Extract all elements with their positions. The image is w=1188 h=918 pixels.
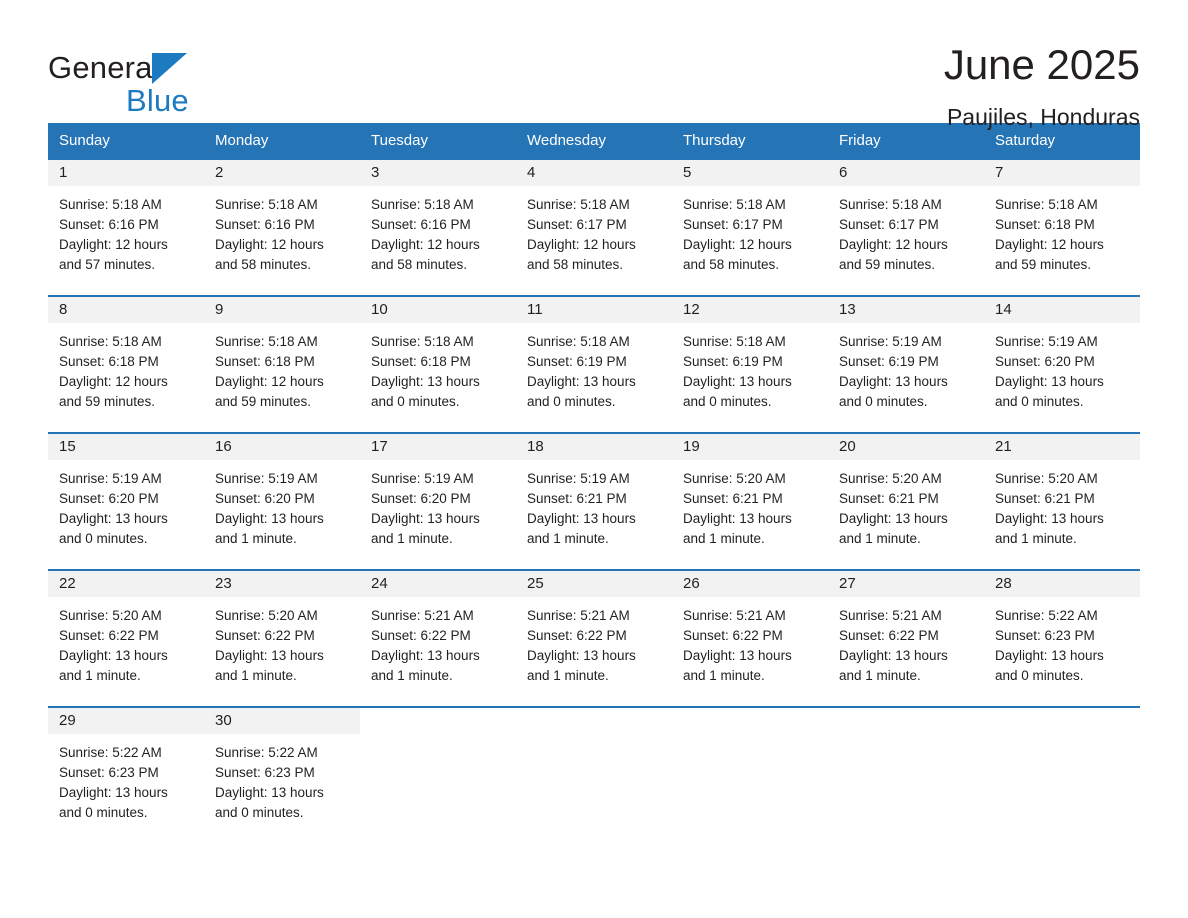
day-details <box>516 323 672 412</box>
day-details <box>204 460 360 549</box>
day-number: 7 <box>995 164 1004 181</box>
calendar-day-cell[interactable] <box>828 296 984 433</box>
calendar-day-cell[interactable] <box>672 570 828 707</box>
day-details <box>672 186 828 275</box>
daylight-text-line2: and 58 minutes. <box>215 257 312 272</box>
day-number: 12 <box>683 301 700 318</box>
day-number-band <box>984 434 1140 460</box>
day-number-band <box>672 160 828 186</box>
calendar-cell-empty <box>516 707 672 843</box>
triangle-flag-icon <box>152 53 187 84</box>
day-number-band <box>672 297 828 323</box>
sunrise-text: Sunrise: 5:19 AM <box>215 471 318 486</box>
day-details <box>360 323 516 412</box>
day-number-band <box>360 571 516 597</box>
daylight-text-line2: and 1 minute. <box>215 531 297 546</box>
daylight-text-line2: and 59 minutes. <box>839 257 936 272</box>
daylight-text-line1: Daylight: 13 hours <box>527 511 636 526</box>
calendar-week-row <box>48 433 1140 570</box>
day-details <box>204 597 360 686</box>
sunset-text: Sunset: 6:22 PM <box>527 628 627 643</box>
sunrise-text: Sunrise: 5:22 AM <box>995 608 1098 623</box>
day-number: 26 <box>683 575 700 592</box>
daylight-text-line2: and 1 minute. <box>215 668 297 683</box>
calendar-day-cell[interactable] <box>984 570 1140 707</box>
daylight-text-line2: and 58 minutes. <box>371 257 468 272</box>
sunrise-text: Sunrise: 5:18 AM <box>215 197 318 212</box>
day-number: 24 <box>371 575 388 592</box>
weekday-header-tuesday: Tuesday <box>360 123 516 159</box>
calendar-week-row <box>48 296 1140 433</box>
sunset-text: Sunset: 6:23 PM <box>59 765 159 780</box>
sunrise-text: Sunrise: 5:19 AM <box>995 334 1098 349</box>
daylight-text-line2: and 0 minutes. <box>995 668 1084 683</box>
daylight-text-line1: Daylight: 13 hours <box>215 785 324 800</box>
sunset-text: Sunset: 6:18 PM <box>995 217 1095 232</box>
day-number: 6 <box>839 164 848 181</box>
sunrise-text: Sunrise: 5:19 AM <box>371 471 474 486</box>
day-number-band <box>828 297 984 323</box>
daylight-text-line2: and 59 minutes. <box>59 394 156 409</box>
daylight-text-line1: Daylight: 13 hours <box>215 511 324 526</box>
calendar-week-row <box>48 570 1140 707</box>
calendar-body <box>48 159 1140 843</box>
sunset-text: Sunset: 6:21 PM <box>527 491 627 506</box>
sunset-text: Sunset: 6:17 PM <box>839 217 939 232</box>
daylight-text-line2: and 1 minute. <box>527 531 609 546</box>
daylight-text-line2: and 0 minutes. <box>371 394 460 409</box>
day-details <box>672 460 828 549</box>
daylight-text-line1: Daylight: 13 hours <box>995 648 1104 663</box>
day-details <box>828 186 984 275</box>
calendar-day-cell[interactable] <box>516 570 672 707</box>
calendar-day-cell[interactable] <box>204 296 360 433</box>
sunset-text: Sunset: 6:20 PM <box>59 491 159 506</box>
daylight-text-line2: and 1 minute. <box>59 668 141 683</box>
sunset-text: Sunset: 6:16 PM <box>59 217 159 232</box>
daylight-text-line1: Daylight: 13 hours <box>59 648 168 663</box>
daylight-text-line1: Daylight: 13 hours <box>371 374 480 389</box>
sunset-text: Sunset: 6:19 PM <box>683 354 783 369</box>
sunrise-text: Sunrise: 5:21 AM <box>527 608 630 623</box>
daylight-text-line2: and 0 minutes. <box>527 394 616 409</box>
day-number: 25 <box>527 575 544 592</box>
daylight-text-line1: Daylight: 13 hours <box>683 648 792 663</box>
calendar-day-cell[interactable] <box>516 159 672 296</box>
sunrise-text: Sunrise: 5:18 AM <box>839 197 942 212</box>
sunset-text: Sunset: 6:21 PM <box>995 491 1095 506</box>
day-number-band <box>828 160 984 186</box>
weekday-header-wednesday: Wednesday <box>516 123 672 159</box>
daylight-text-line1: Daylight: 12 hours <box>527 237 636 252</box>
daylight-text-line2: and 1 minute. <box>683 531 765 546</box>
page-title: June 2025 <box>943 41 1140 88</box>
sunrise-text: Sunrise: 5:18 AM <box>683 334 786 349</box>
daylight-text-line2: and 59 minutes. <box>995 257 1092 272</box>
daylight-text-line1: Daylight: 12 hours <box>839 237 948 252</box>
day-details <box>360 186 516 275</box>
sunrise-text: Sunrise: 5:20 AM <box>215 608 318 623</box>
daylight-text-line1: Daylight: 13 hours <box>839 511 948 526</box>
calendar-day-cell[interactable] <box>48 159 204 296</box>
day-number: 5 <box>683 164 692 181</box>
day-number-band <box>48 434 204 460</box>
calendar-day-cell[interactable] <box>984 159 1140 296</box>
calendar-day-cell[interactable] <box>672 296 828 433</box>
day-details <box>48 597 204 686</box>
weekday-header-thursday: Thursday <box>672 123 828 159</box>
day-number: 23 <box>215 575 232 592</box>
daylight-text-line1: Daylight: 13 hours <box>839 374 948 389</box>
weekday-header-saturday: Saturday <box>984 123 1140 159</box>
daylight-text-line2: and 0 minutes. <box>995 394 1084 409</box>
daylight-text-line2: and 1 minute. <box>839 531 921 546</box>
calendar-cell-empty <box>672 707 828 843</box>
day-number-band <box>672 434 828 460</box>
sunset-text: Sunset: 6:18 PM <box>59 354 159 369</box>
calendar-day-cell[interactable] <box>48 296 204 433</box>
daylight-text-line2: and 0 minutes. <box>59 805 148 820</box>
calendar-day-cell[interactable] <box>48 433 204 570</box>
sunrise-text: Sunrise: 5:20 AM <box>683 471 786 486</box>
calendar-day-cell[interactable] <box>360 570 516 707</box>
day-details <box>984 186 1140 275</box>
daylight-text-line2: and 59 minutes. <box>215 394 312 409</box>
daylight-text-line2: and 58 minutes. <box>683 257 780 272</box>
day-number: 10 <box>371 301 388 318</box>
day-number: 22 <box>59 575 76 592</box>
day-number: 15 <box>59 438 76 455</box>
daylight-text-line1: Daylight: 13 hours <box>527 648 636 663</box>
daylight-text-line2: and 1 minute. <box>371 531 453 546</box>
daylight-text-line1: Daylight: 13 hours <box>215 648 324 663</box>
day-number-band <box>360 297 516 323</box>
day-number-band <box>48 708 204 734</box>
day-number: 19 <box>683 438 700 455</box>
day-details <box>828 323 984 412</box>
sunset-text: Sunset: 6:18 PM <box>215 354 315 369</box>
day-number-band <box>516 571 672 597</box>
day-details <box>48 734 204 823</box>
sunset-text: Sunset: 6:17 PM <box>527 217 627 232</box>
daylight-text-line1: Daylight: 13 hours <box>839 648 948 663</box>
day-number: 3 <box>371 164 380 181</box>
calendar-day-cell[interactable] <box>516 296 672 433</box>
sunset-text: Sunset: 6:17 PM <box>683 217 783 232</box>
calendar-week-row <box>48 707 1140 843</box>
day-number: 2 <box>215 164 224 181</box>
day-details <box>48 323 204 412</box>
sunrise-text: Sunrise: 5:22 AM <box>215 745 318 760</box>
daylight-text-line2: and 57 minutes. <box>59 257 156 272</box>
day-number: 4 <box>527 164 536 181</box>
sunset-text: Sunset: 6:22 PM <box>371 628 471 643</box>
sunrise-text: Sunrise: 5:20 AM <box>839 471 942 486</box>
sunset-text: Sunset: 6:20 PM <box>371 491 471 506</box>
daylight-text-line1: Daylight: 13 hours <box>59 785 168 800</box>
sunrise-text: Sunrise: 5:18 AM <box>59 334 162 349</box>
daylight-text-line1: Daylight: 12 hours <box>683 237 792 252</box>
daylight-text-line2: and 0 minutes. <box>839 394 928 409</box>
sunrise-text: Sunrise: 5:20 AM <box>59 608 162 623</box>
sunset-text: Sunset: 6:20 PM <box>215 491 315 506</box>
sunset-text: Sunset: 6:22 PM <box>683 628 783 643</box>
day-number: 20 <box>839 438 856 455</box>
day-number: 13 <box>839 301 856 318</box>
day-number-band <box>48 160 204 186</box>
day-details <box>828 597 984 686</box>
daylight-text-line1: Daylight: 12 hours <box>371 237 480 252</box>
day-number: 17 <box>371 438 388 455</box>
daylight-text-line2: and 58 minutes. <box>527 257 624 272</box>
day-details <box>204 734 360 823</box>
day-number-band <box>828 434 984 460</box>
sunrise-text: Sunrise: 5:18 AM <box>371 334 474 349</box>
day-number: 28 <box>995 575 1012 592</box>
daylight-text-line2: and 1 minute. <box>995 531 1077 546</box>
daylight-text-line2: and 1 minute. <box>839 668 921 683</box>
calendar-day-cell[interactable] <box>204 707 360 843</box>
daylight-text-line2: and 1 minute. <box>371 668 453 683</box>
day-number: 9 <box>215 301 224 318</box>
calendar-table <box>48 123 1140 843</box>
day-details <box>48 186 204 275</box>
sunrise-text: Sunrise: 5:21 AM <box>683 608 786 623</box>
day-number-band <box>516 297 672 323</box>
sunset-text: Sunset: 6:21 PM <box>683 491 783 506</box>
sunrise-text: Sunrise: 5:19 AM <box>839 334 942 349</box>
page-header <box>48 0 1140 130</box>
day-number: 14 <box>995 301 1012 318</box>
day-number-band <box>984 571 1140 597</box>
sunset-text: Sunset: 6:21 PM <box>839 491 939 506</box>
day-details <box>984 597 1140 686</box>
sunset-text: Sunset: 6:22 PM <box>59 628 159 643</box>
day-details <box>984 323 1140 412</box>
calendar-cell-empty <box>828 707 984 843</box>
day-details <box>204 186 360 275</box>
day-details <box>516 597 672 686</box>
calendar-day-cell[interactable] <box>48 707 204 843</box>
calendar-day-cell[interactable] <box>204 159 360 296</box>
brand-name-general: General <box>48 50 160 85</box>
day-details <box>360 597 516 686</box>
day-details <box>672 597 828 686</box>
day-number: 18 <box>527 438 544 455</box>
sunset-text: Sunset: 6:23 PM <box>215 765 315 780</box>
day-number-band <box>204 434 360 460</box>
sunset-text: Sunset: 6:19 PM <box>527 354 627 369</box>
day-details <box>204 323 360 412</box>
daylight-text-line2: and 0 minutes. <box>683 394 772 409</box>
daylight-text-line1: Daylight: 13 hours <box>683 511 792 526</box>
sunrise-text: Sunrise: 5:21 AM <box>839 608 942 623</box>
weekday-header-sunday: Sunday <box>48 123 204 159</box>
daylight-text-line1: Daylight: 13 hours <box>683 374 792 389</box>
day-number: 1 <box>59 164 68 181</box>
daylight-text-line2: and 1 minute. <box>683 668 765 683</box>
sunset-text: Sunset: 6:22 PM <box>215 628 315 643</box>
day-number-band <box>516 160 672 186</box>
calendar-week-row <box>48 159 1140 296</box>
calendar-day-cell[interactable] <box>828 433 984 570</box>
day-number-band <box>204 297 360 323</box>
sunset-text: Sunset: 6:22 PM <box>839 628 939 643</box>
daylight-text-line1: Daylight: 12 hours <box>995 237 1104 252</box>
sunrise-text: Sunrise: 5:20 AM <box>995 471 1098 486</box>
calendar-day-cell[interactable] <box>672 159 828 296</box>
daylight-text-line1: Daylight: 13 hours <box>995 374 1104 389</box>
daylight-text-line2: and 0 minutes. <box>59 531 148 546</box>
day-number-band <box>204 571 360 597</box>
daylight-text-line1: Daylight: 13 hours <box>995 511 1104 526</box>
calendar-day-cell[interactable] <box>672 433 828 570</box>
sunrise-text: Sunrise: 5:18 AM <box>527 197 630 212</box>
daylight-text-line1: Daylight: 12 hours <box>215 237 324 252</box>
calendar-day-cell[interactable] <box>828 570 984 707</box>
day-number-band <box>828 571 984 597</box>
sunrise-text: Sunrise: 5:18 AM <box>683 197 786 212</box>
daylight-text-line1: Daylight: 12 hours <box>59 374 168 389</box>
day-details <box>516 460 672 549</box>
day-details <box>828 460 984 549</box>
day-number: 11 <box>527 301 543 318</box>
day-number-band <box>360 160 516 186</box>
daylight-text-line1: Daylight: 13 hours <box>371 511 480 526</box>
calendar-day-cell[interactable] <box>360 296 516 433</box>
sunrise-text: Sunrise: 5:18 AM <box>215 334 318 349</box>
calendar-cell-empty <box>984 707 1140 843</box>
day-number-band <box>672 571 828 597</box>
sunrise-text: Sunrise: 5:18 AM <box>527 334 630 349</box>
daylight-text-line1: Daylight: 13 hours <box>527 374 636 389</box>
day-number-band <box>984 297 1140 323</box>
sunrise-text: Sunrise: 5:18 AM <box>59 197 162 212</box>
day-number-band <box>48 297 204 323</box>
day-number-band <box>516 434 672 460</box>
daylight-text-line1: Daylight: 13 hours <box>59 511 168 526</box>
title-block <box>943 41 1140 130</box>
calendar-day-cell[interactable] <box>360 159 516 296</box>
weekday-header-friday: Friday <box>828 123 984 159</box>
sunset-text: Sunset: 6:16 PM <box>371 217 471 232</box>
day-number-band <box>360 434 516 460</box>
brand-name-blue: Blue <box>126 83 189 118</box>
sunset-text: Sunset: 6:16 PM <box>215 217 315 232</box>
day-number: 16 <box>215 438 232 455</box>
daylight-text-line1: Daylight: 13 hours <box>371 648 480 663</box>
day-number: 27 <box>839 575 856 592</box>
sunset-text: Sunset: 6:19 PM <box>839 354 939 369</box>
calendar-day-cell[interactable] <box>360 433 516 570</box>
sunset-text: Sunset: 6:23 PM <box>995 628 1095 643</box>
sunrise-text: Sunrise: 5:19 AM <box>527 471 630 486</box>
sunrise-text: Sunrise: 5:18 AM <box>995 197 1098 212</box>
calendar-day-cell[interactable] <box>204 433 360 570</box>
day-number-band <box>984 160 1140 186</box>
daylight-text-line1: Daylight: 12 hours <box>59 237 168 252</box>
sunset-text: Sunset: 6:20 PM <box>995 354 1095 369</box>
day-details <box>48 460 204 549</box>
day-details <box>672 323 828 412</box>
calendar-day-cell[interactable] <box>828 159 984 296</box>
day-details <box>360 460 516 549</box>
calendar-cell-empty <box>360 707 516 843</box>
daylight-text-line2: and 0 minutes. <box>215 805 304 820</box>
sunset-text: Sunset: 6:18 PM <box>371 354 471 369</box>
calendar-day-cell[interactable] <box>516 433 672 570</box>
day-number: 30 <box>215 712 232 729</box>
calendar-day-cell[interactable] <box>204 570 360 707</box>
calendar-day-cell[interactable] <box>984 296 1140 433</box>
sunrise-text: Sunrise: 5:21 AM <box>371 608 474 623</box>
sunrise-text: Sunrise: 5:18 AM <box>371 197 474 212</box>
weekday-header-monday: Monday <box>204 123 360 159</box>
day-number-band <box>204 160 360 186</box>
day-number: 8 <box>59 301 68 318</box>
day-number: 29 <box>59 712 76 729</box>
sunrise-text: Sunrise: 5:19 AM <box>59 471 162 486</box>
daylight-text-line2: and 1 minute. <box>527 668 609 683</box>
sunrise-text: Sunrise: 5:22 AM <box>59 745 162 760</box>
brand-logo <box>48 44 189 116</box>
calendar-day-cell[interactable] <box>984 433 1140 570</box>
day-number-band <box>48 571 204 597</box>
calendar-day-cell[interactable] <box>48 570 204 707</box>
day-number-band <box>204 708 360 734</box>
daylight-text-line1: Daylight: 12 hours <box>215 374 324 389</box>
day-details <box>516 186 672 275</box>
day-number: 21 <box>995 438 1012 455</box>
day-details <box>984 460 1140 549</box>
page-subtitle: Paujiles, Honduras <box>946 104 1140 130</box>
